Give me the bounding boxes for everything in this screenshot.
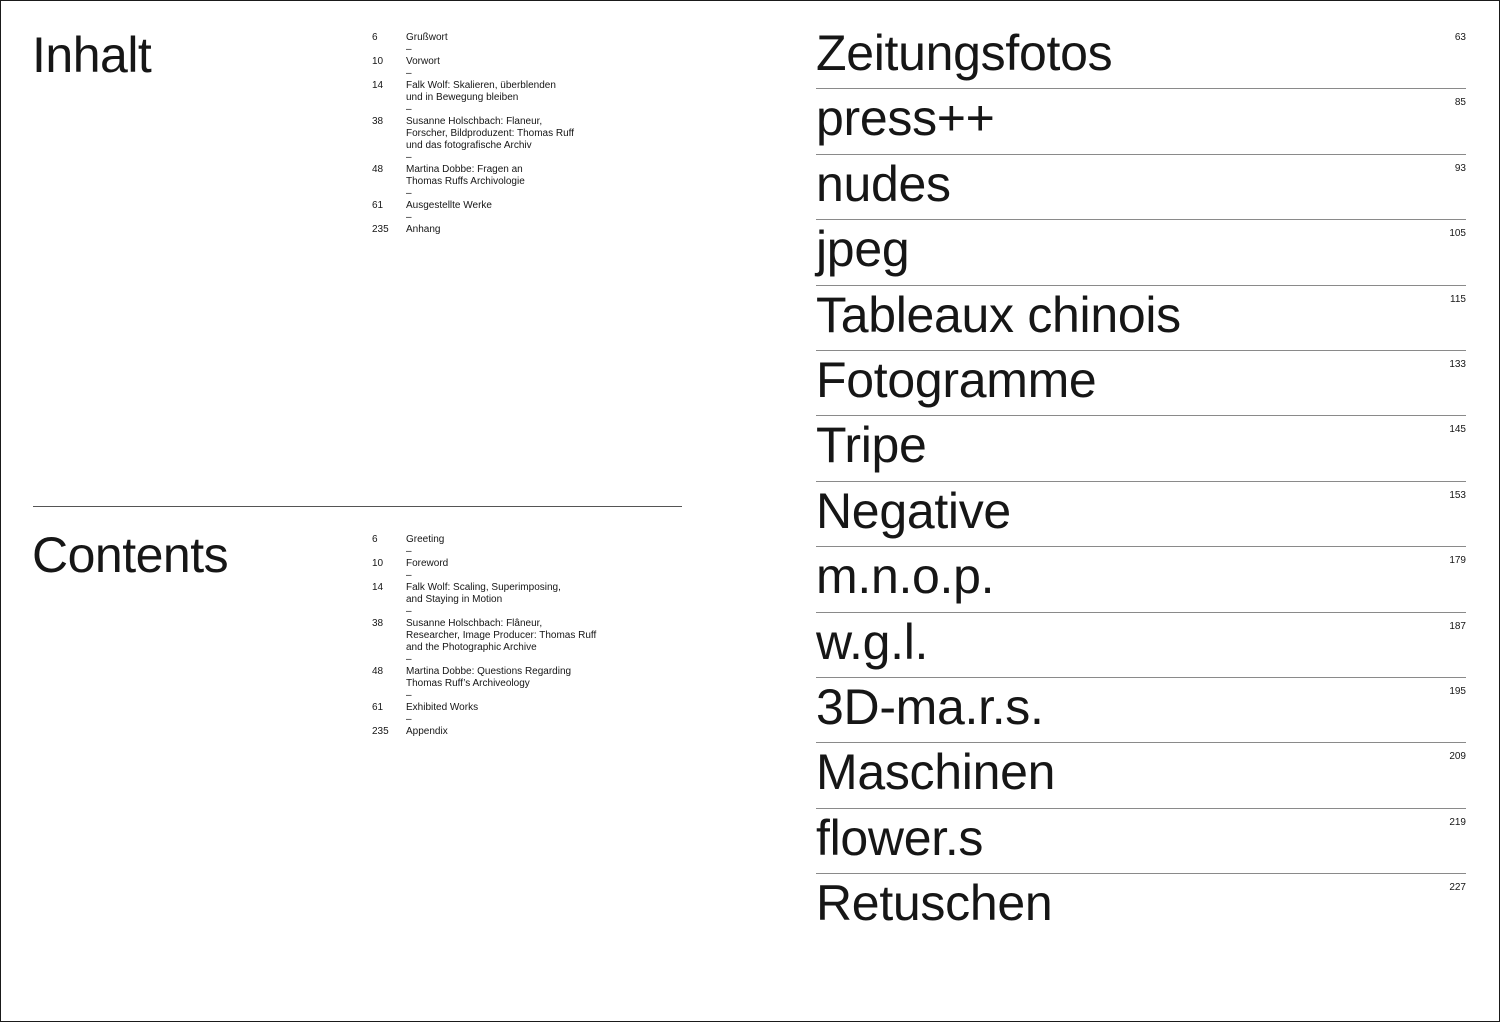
series-row [816,743,1466,808]
toc-entry [372,80,672,104]
toc-entry [372,56,672,68]
toc-entry-title: Susanne Holschbach: Flaneur, Forscher, Bildproduzent: Thomas Ruff und das fotografische Archiv [406,116,575,151]
series-title: jpeg [816,221,910,278]
toc-page-number: 6 [372,32,378,43]
toc-entry-title: Susanne Holschbach: Flâneur, Researcher, Image Producer: Thomas Ruff and the Photographic Archive [406,618,597,653]
toc-page-number: 10 [372,558,384,569]
series-row [816,89,1466,154]
series-title: w.g.l. [816,613,929,670]
toc-page-number: 6 [372,534,378,545]
series-row [816,678,1466,743]
toc-separator: – [406,570,412,581]
series-row [816,286,1466,351]
series-page-number: 209 [1449,751,1466,763]
toc-separator: – [406,714,412,725]
series-row [816,809,1466,874]
toc-separator: – [406,68,412,79]
toc-separator: – [406,606,412,617]
toc-page-number: 61 [372,702,384,713]
toc-separator: – [406,152,412,163]
series-row [816,155,1466,220]
series-list [816,24,1466,938]
toc-english [372,534,672,738]
series-page-number: 85 [1454,97,1466,109]
toc-entry-title: Anhang [406,224,441,235]
toc-page-number: 235 [372,224,389,235]
toc-separator: – [406,546,412,557]
series-title: press++ [816,90,995,147]
heading-contents: Contents [32,527,229,583]
series-row [816,613,1466,678]
toc-german [372,32,672,236]
toc-entry [372,618,672,654]
series-page-number: 187 [1449,620,1466,632]
series-page-number: 133 [1449,358,1466,370]
series-title: flower.s [816,809,984,866]
section-divider [33,506,682,507]
series-title: Tripe [816,417,927,474]
series-page-number: 195 [1449,685,1466,697]
toc-separator: – [406,44,412,55]
toc-entry-title: Appendix [406,726,448,737]
toc-entry-title: Falk Wolf: Scaling, Superimposing, and Staying in Motion [406,582,561,605]
series-row [816,416,1466,481]
toc-separator: – [406,188,412,199]
series-page-number: 105 [1449,228,1466,240]
series-page-number: 145 [1449,424,1466,436]
toc-entry [372,32,672,44]
toc-entry [372,116,672,152]
toc-entry-title: Martina Dobbe: Questions Regarding Thomas Ruff’s Archiveology [406,666,572,689]
heading-inhalt: Inhalt [32,27,152,83]
toc-entry [372,534,672,546]
series-row [816,482,1466,547]
toc-entry [372,558,672,570]
toc-entry [372,726,672,738]
series-title: Retuschen [816,875,1053,932]
toc-entry [372,200,672,212]
series-row [816,24,1466,89]
toc-entry [372,666,672,690]
toc-entry-title: Falk Wolf: Skalieren, überblenden und in Bewegung bleiben [406,80,556,103]
series-row [816,220,1466,285]
toc-entry-title: Vorwort [406,56,440,67]
series-page-number: 227 [1449,882,1466,894]
toc-entry [372,582,672,606]
toc-page-number: 48 [372,666,384,677]
series-page-number: 179 [1449,555,1466,567]
series-page-number: 153 [1449,489,1466,501]
toc-separator: – [406,654,412,665]
series-page-number: 93 [1454,162,1466,174]
toc-page-number: 14 [372,582,384,593]
series-title: Maschinen [816,744,1056,801]
toc-entry-title: Martina Dobbe: Fragen an Thomas Ruffs Archivologie [406,164,525,187]
toc-page-number: 38 [372,618,384,629]
toc-entry-title: Greeting [406,534,445,545]
toc-entry-title: Grußwort [406,32,448,43]
toc-page-number: 235 [372,726,389,737]
toc-page-number: 38 [372,116,384,127]
series-title: Tableaux chinois [816,286,1181,343]
series-row [816,351,1466,416]
toc-page-number: 48 [372,164,384,175]
series-row [816,547,1466,612]
series-title: m.n.o.p. [816,548,995,605]
toc-page-number: 10 [372,56,384,67]
toc-entry-title: Foreword [406,558,449,569]
toc-entry [372,702,672,714]
toc-separator: – [406,104,412,115]
series-title: Fotogramme [816,351,1097,408]
series-title: 3D-ma.r.s. [816,678,1044,735]
toc-entry [372,224,672,236]
toc-entry [372,164,672,188]
toc-separator: – [406,212,412,223]
series-row [816,874,1466,938]
toc-separator: – [406,690,412,701]
toc-entry-title: Ausgestellte Werke [406,200,492,211]
toc-page-number: 14 [372,80,384,91]
toc-page-number: 61 [372,200,384,211]
series-page-number: 115 [1450,293,1466,305]
toc-entry-title: Exhibited Works [406,702,479,713]
series-title: nudes [816,155,951,212]
series-page-number: 63 [1454,32,1466,43]
series-title: Negative [816,482,1011,539]
series-page-number: 219 [1449,816,1466,828]
series-title: Zeitungsfotos [816,25,1113,81]
